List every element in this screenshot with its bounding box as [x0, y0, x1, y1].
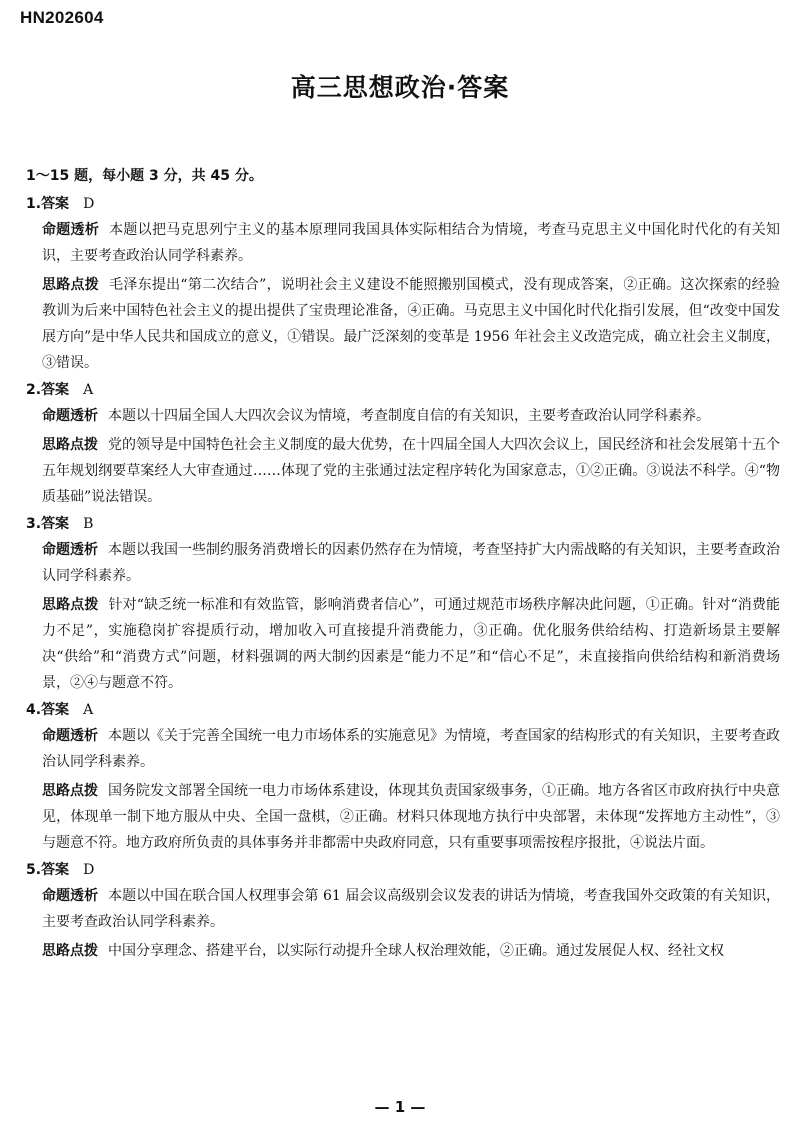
question-number: 5.: [26, 862, 42, 878]
hint-paragraph: [26, 432, 780, 510]
analysis-text: 本题以我国一些制约服务消费增长的因素仍然存在为情境，考查坚持扩大内需战略的有关知识，主要考查政治认同学科素养。: [42, 542, 780, 584]
hint-label: 思路点拨: [42, 943, 98, 959]
question-header: [26, 513, 780, 535]
question-item: [26, 379, 780, 510]
question-number: 3.: [26, 516, 42, 532]
analysis-text: 本题以把马克思列宁主义的基本原理同我国具体实际相结合为情境，考查马克思主义中国化时代化的有关知识，主要考查政治认同学科素养。: [42, 222, 781, 264]
answer-letter: A: [83, 382, 94, 398]
question-item: [26, 699, 780, 856]
hint-paragraph: [26, 778, 780, 856]
answer-label: 答案: [41, 196, 70, 212]
hint-paragraph: [26, 272, 780, 376]
question-number: 4.: [26, 702, 42, 718]
question-item: [26, 193, 780, 376]
analysis-text: 本题以《关于完善全国统一电力市场体系的实施意见》为情境，考查国家的结构形式的有关知识，主要考查政治认同学科素养。: [42, 728, 780, 770]
document-code: HN202604: [20, 8, 104, 27]
analysis-paragraph: [26, 537, 780, 589]
hint-paragraph: [26, 938, 780, 964]
page-title: 高三思想政治·答案: [290, 73, 510, 102]
analysis-text: 本题以中国在联合国人权理事会第 61 届会议高级别会议发表的讲话为情境，考查我国外交政策的有关知识，主要考查政治认同学科素养。: [42, 888, 781, 930]
section-intro: 1～15 题，每小题 3 分，共 45 分。: [26, 168, 263, 184]
question-header: [26, 859, 780, 881]
answer-content: [26, 165, 780, 967]
analysis-label: 命题透析: [42, 222, 100, 238]
analysis-text: 本题以十四届全国人大四次会议为情境，考查制度自信的有关知识，主要考查政治认同学科素养。: [108, 408, 710, 424]
analysis-label: 命题透析: [42, 888, 99, 904]
question-list: [26, 193, 780, 964]
hint-label: 思路点拨: [42, 437, 98, 453]
hint-paragraph: [26, 592, 780, 696]
analysis-paragraph: [26, 217, 780, 269]
hint-text: 国务院发文部署全国统一电力市场体系建设，体现其负责国家级事务，①正确。地方各省区市政府执行中央意见，体现单一制下地方服从中央、全国一盘棋，②正确。材料只体现地方执行中央部署，未体现“发挥地方主动性”，③与题意不符。地方政府所负责的具体事务并非都需中央政府同意，只有重要事项需按程序报批，④说法片面。: [42, 783, 780, 851]
hint-label: 思路点拨: [42, 783, 98, 799]
page-number: — 1 —: [374, 1098, 426, 1116]
hint-label: 思路点拨: [42, 277, 100, 293]
answer-label: 答案: [41, 702, 70, 718]
question-number: 1.: [26, 196, 42, 212]
hint-text: 党的领导是中国特色社会主义制度的最大优势，在十四届全国人大四次会议上，国民经济和社会发展第十五个五年规划纲要草案经人大审查通过……体现了党的主张通过法定程序转化为国家意志，①②正确。③说法不科学。④“物质基础”说法错误。: [42, 437, 780, 505]
analysis-label: 命题透析: [42, 408, 98, 424]
question-header: [26, 699, 780, 721]
hint-text: 毛泽东提出“第二次结合”，说明社会主义建设不能照搬别国模式，没有现成答案，②正确。这次探索的经验教训为后来中国特色社会主义的提出提供了宝贵理论准备，④正确。马克思主义中国化时代化指引发展，但“改变中国发展方向”是中华人民共和国成立的意义，①错误。最广泛深刻的变革是 1956 年社会主义改造完成，确立社会主义制度，③错误。: [42, 277, 781, 371]
answer-letter: D: [83, 196, 95, 212]
question-item: [26, 513, 780, 696]
question-number: 2.: [26, 382, 42, 398]
answer-letter: A: [83, 702, 94, 718]
question-header: [26, 379, 780, 401]
answer-letter: B: [83, 516, 94, 532]
answer-label: 答案: [41, 862, 70, 878]
analysis-label: 命题透析: [42, 542, 98, 558]
hint-text: 中国分享理念、搭建平台，以实际行动提升全球人权治理效能，②正确。通过发展促人权、经社文权: [108, 943, 724, 959]
answer-label: 答案: [41, 516, 70, 532]
question-header: [26, 193, 780, 215]
analysis-paragraph: [26, 723, 780, 775]
analysis-label: 命题透析: [42, 728, 98, 744]
analysis-paragraph: [26, 883, 780, 935]
answer-label: 答案: [41, 382, 70, 398]
hint-label: 思路点拨: [42, 597, 99, 613]
hint-text: 针对“缺乏统一标准和有效监管，影响消费者信心”，可通过规范市场秩序解决此问题，①正确。针对“消费能力不足”，实施稳岗扩容提质行动，增加收入可直接提升消费能力，③正确。优化服务供给结构、打造新场景主要解决“供给”和“消费方式”问题，材料强调的两大制约因素是“能力不足”和“信心不足”，未直接指向供给结构和新消费场景，②④与题意不符。: [42, 597, 780, 691]
answer-letter: D: [83, 862, 95, 878]
analysis-paragraph: [26, 403, 780, 429]
question-item: [26, 859, 780, 964]
